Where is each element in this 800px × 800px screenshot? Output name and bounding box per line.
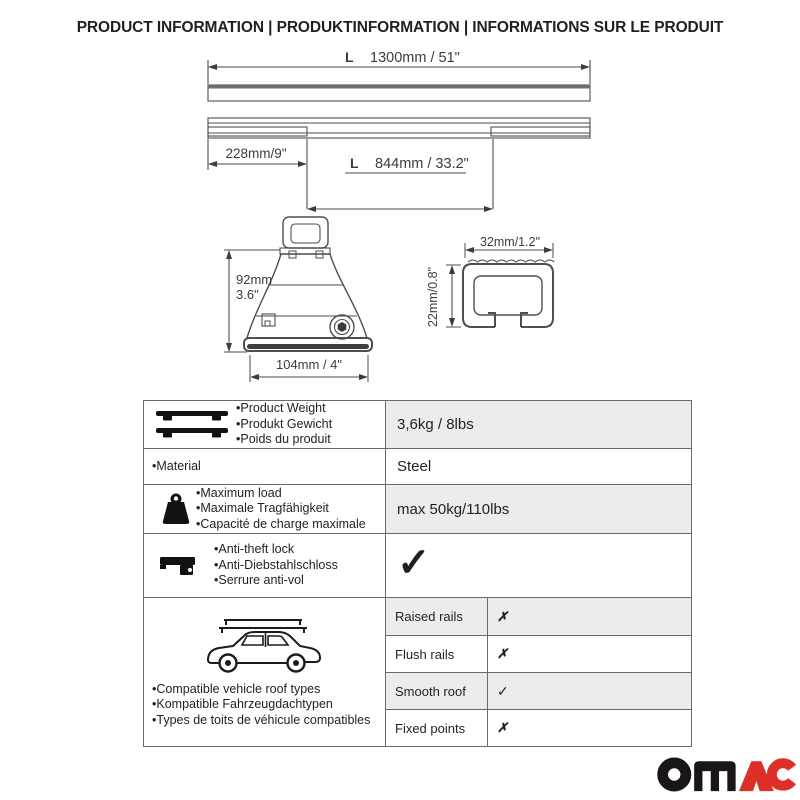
label-roof-types-de: •Kompatible Fahrzeugdachtypen	[152, 697, 333, 712]
dim-end-offset: 228mm/9"	[225, 146, 287, 161]
table-row-roof-types	[144, 597, 691, 746]
dim-foot-height-in: 3.6"	[236, 287, 259, 302]
lock-icon	[158, 554, 200, 578]
roof-type-smooth-roof-value: ✓	[488, 672, 691, 709]
roof-types-label-cell	[144, 598, 386, 746]
label-product-weight-de: •Produkt Gewicht	[236, 416, 333, 431]
profile-diagram	[446, 243, 554, 327]
value-product-weight: 3,6kg / 8lbs	[386, 401, 691, 448]
material-label-cell	[144, 449, 386, 484]
dim-length-value: 1300mm / 51"	[370, 50, 460, 66]
roof-type-fixed-points-value: ✗	[488, 709, 691, 746]
dim-profile-width: 32mm/1.2"	[479, 235, 541, 249]
omac-logo	[656, 751, 797, 793]
table-row-anti-theft	[144, 533, 691, 597]
dim-foot-width: 104mm / 4"	[275, 357, 343, 372]
dim-profile-height: 22mm/0.8"	[426, 266, 440, 328]
dim-length-prefix: L	[345, 49, 354, 65]
roof-type-raised-rails-value: ✗	[488, 598, 691, 635]
roof-type-flush-rails: Flush rails	[386, 635, 488, 672]
roof-type-matrix	[386, 598, 691, 746]
spec-table	[143, 400, 692, 747]
label-anti-theft-de: •Anti-Diebstahlschloss	[214, 557, 338, 572]
weight-icon	[160, 492, 192, 526]
value-material: Steel	[397, 458, 432, 475]
roof-type-flush-rails-value: ✗	[488, 635, 691, 672]
label-product-weight-en: •Product Weight	[236, 401, 326, 416]
dim-span-prefix: L	[350, 155, 359, 171]
label-roof-types-fr: •Types de toits de véhicule compatibles	[152, 712, 371, 727]
roof-type-smooth-roof: Smooth roof	[386, 672, 488, 709]
value-max-load: max 50kg/110lbs	[386, 485, 691, 533]
value-anti-theft	[386, 534, 691, 597]
max-load-label-cell	[144, 485, 386, 533]
dim-span-value: 844mm / 33.2"	[375, 156, 469, 172]
label-max-load-en: •Maximum load	[196, 485, 282, 500]
label-max-load-de: •Maximale Tragfähigkeit	[196, 501, 329, 516]
label-anti-theft-en: •Anti-theft lock	[214, 542, 295, 557]
label-anti-theft-fr: •Serrure anti-vol	[214, 573, 304, 588]
label-product-weight-fr: •Poids du produit	[236, 432, 331, 447]
crossbars-icon	[152, 408, 232, 442]
table-row-weight	[144, 401, 691, 448]
page-title: PRODUCT INFORMATION | PRODUKTINFORMATION | INFORMATIONS SUR LE PRODUIT	[76, 19, 724, 36]
car-icon	[150, 616, 379, 678]
roof-type-raised-rails: Raised rails	[386, 598, 488, 635]
check-mark: ✓	[397, 540, 431, 585]
label-max-load-fr: •Capacité de charge maximale	[196, 516, 366, 531]
table-row-material	[144, 448, 691, 484]
roof-type-fixed-points: Fixed points	[386, 709, 488, 746]
table-row-max-load	[144, 484, 691, 533]
bar-top-view	[208, 60, 590, 101]
anti-theft-label-cell	[144, 534, 386, 597]
weight-label-cell	[144, 401, 386, 448]
label-roof-types-en: •Compatible vehicle roof types	[152, 681, 321, 696]
label-material: •Material	[152, 458, 201, 473]
dim-foot-height-mm: 92mm	[236, 272, 273, 287]
